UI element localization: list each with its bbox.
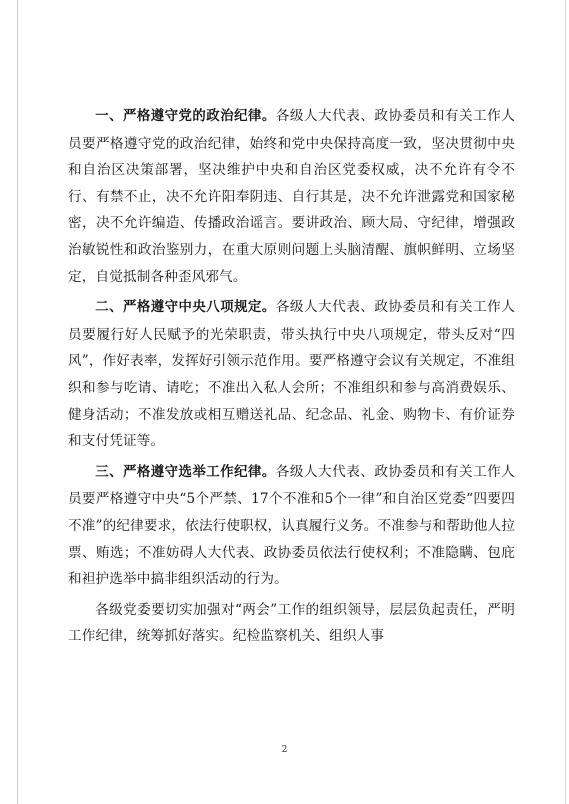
section-2-heading: 二、严格遵守中央八项规定。 <box>95 300 276 316</box>
page-edge-right <box>565 0 566 804</box>
closing-paragraph: 各级党委要切实加强对“两会”工作的组织领导，层层负起责任，严明工作纪律，统筹抓好落实。纪检监察机关、组织人事 <box>68 601 515 645</box>
section-1-paragraph <box>68 103 515 290</box>
section-3-heading: 三、严格遵守选举工作纪律。 <box>95 464 276 480</box>
section-1-heading: 一、严格遵守党的政治纪律。 <box>95 109 276 124</box>
document-body <box>68 103 515 650</box>
section-1-body: 各级人大代表、政协委员和有关工作人员要严格遵守党的政治纪律，始终和党中央保持高度一致，坚决贯彻中央和自治区决策部署，坚决维护中央和自治区党委权威，决不允许有令不行、有禁不止，决不允许阳奉阴违、自行其是，决不允许泄露党和国家秘密，决不允许编造、传播政治谣言。要讲政治、顾大局、守纪律，增强政治敏锐性和政治鉴别力，在重大原则问题上头脑清醒、旗帜鲜明、立场坚定，自觉抵制各种歪风邪气。 <box>68 108 515 285</box>
section-3-body: 各级人大代表、政协委员和有关工作人员要严格遵守中央“5个严禁、17个不准和5个一律”和自治区党委“四要四不准”的纪律要求，依法行使职权，认真履行义务。不准参与和帮助他人拉票、贿选；不准妨碍人大代表、政协委员依法行使权利；不准隐瞒、包庇和袒护选举中搞非组织活动的行为。 <box>68 463 515 588</box>
section-3-paragraph <box>68 459 515 593</box>
page-edge-left <box>17 0 18 804</box>
section-2-paragraph <box>68 294 515 455</box>
page-number: 2 <box>281 745 288 755</box>
section-2-body: 各级人大代表、政协委员和有关工作人员要履行好人民赋予的光荣职责，带头执行中央八项规定，带头反对“四风”，作好表率，发挥好引领示范作用。要严格遵守会议有关规定，不准组织和参与吃请、请吃；不准出入私人会所；不准组织和参与高消费娱乐、健身活动；不准发放或相互赠送礼品、纪念品、礼金、购物卡、有价证券和支付凭证等。 <box>68 299 515 450</box>
